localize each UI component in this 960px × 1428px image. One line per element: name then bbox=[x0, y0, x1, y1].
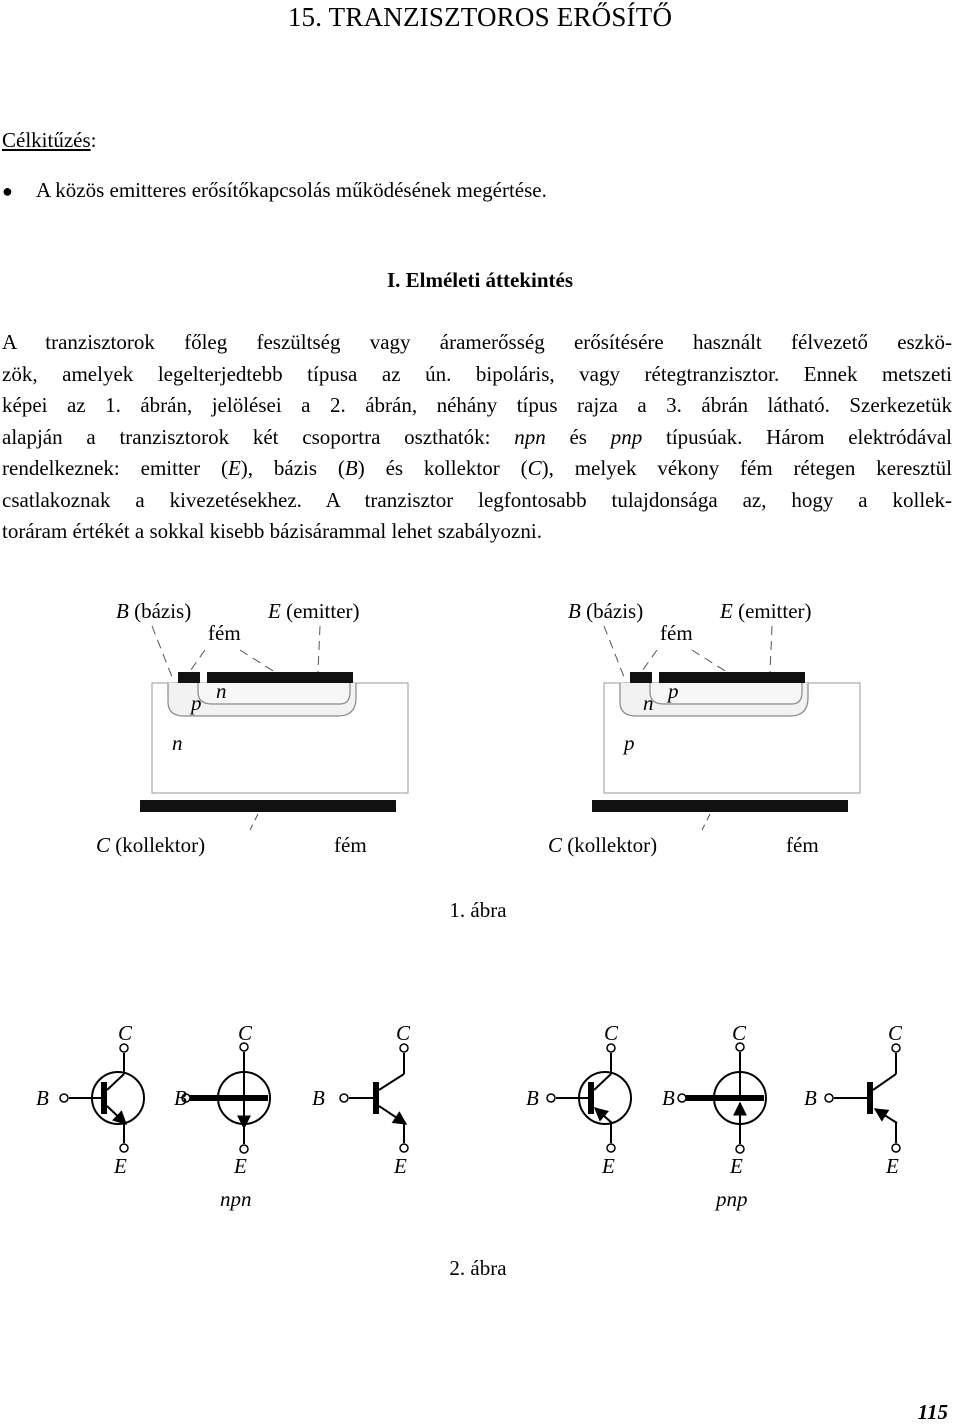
base-label: B (bázis) bbox=[568, 599, 644, 623]
base-contact bbox=[178, 672, 200, 683]
emitter-label: E (emitter) bbox=[720, 599, 812, 623]
base-terminal-label: B bbox=[526, 1086, 539, 1110]
collector-terminal-label: C bbox=[888, 1021, 903, 1045]
collector-terminal-label: C bbox=[732, 1021, 747, 1045]
text-fragment: ), bázis ( bbox=[240, 456, 345, 480]
paragraph-line bbox=[2, 422, 952, 454]
text-fragment: és bbox=[545, 424, 611, 449]
text-fragment: típusúak. Három elektródával bbox=[642, 424, 953, 449]
npn-term: npn bbox=[514, 424, 546, 449]
region-label: p bbox=[191, 691, 202, 715]
pnp-symbol-bare bbox=[804, 1021, 903, 1178]
region-label: n bbox=[216, 679, 227, 703]
paragraph-line: A tranzisztorok főleg feszültség vagy áramerősség erősítésére használt félvezető eszkö- bbox=[2, 330, 952, 354]
collector-label: C (kollektor) bbox=[96, 833, 206, 857]
metal-label: fém bbox=[786, 833, 819, 857]
emitter-label: E (emitter) bbox=[268, 599, 360, 623]
paragraph-line: képei az 1. ábrán, jelölései a 2. ábrán, néhány típus rajza a 3. ábrán látható. Szerkezetük bbox=[2, 393, 952, 417]
goal-list-item bbox=[2, 178, 547, 203]
figure2-caption: 2. ábra bbox=[449, 1256, 507, 1280]
pnp-term: pnp bbox=[610, 424, 643, 449]
figure1-pnp-cross-section bbox=[452, 590, 932, 870]
region-label: p bbox=[668, 679, 679, 703]
paragraph-line: toráram értékét a sokkal kisebb bázisárammal lehet szabályozni. bbox=[2, 519, 542, 543]
npn-symbol-vertical bbox=[174, 1021, 270, 1178]
collector-terminal-label: C bbox=[604, 1021, 619, 1045]
intro-paragraph bbox=[2, 327, 952, 548]
emitter-terminal-label: E bbox=[114, 1154, 127, 1178]
npn-symbol-circle bbox=[36, 1021, 144, 1178]
text-fragment: ), melyek vékony fém rétegen keresztül bbox=[541, 456, 953, 480]
base-terminal-label: B bbox=[662, 1086, 675, 1110]
text-fragment: rendelkeznek: emitter ( bbox=[2, 456, 228, 480]
leader-lines bbox=[702, 814, 710, 830]
collector-terminal-label: C bbox=[118, 1021, 133, 1045]
paragraph-line bbox=[2, 453, 952, 485]
pnp-symbol-vertical bbox=[662, 1021, 766, 1178]
base-symbol: B bbox=[344, 456, 358, 480]
emitter-terminal-label: E bbox=[234, 1154, 247, 1178]
goal-colon: : bbox=[90, 128, 97, 152]
collector-contact bbox=[140, 800, 396, 812]
npn-symbol-bare bbox=[312, 1021, 411, 1178]
collector-contact bbox=[592, 800, 848, 812]
base-terminal-label: B bbox=[174, 1086, 187, 1110]
base-terminal-label: B bbox=[312, 1086, 325, 1110]
figure1-npn-cross-section bbox=[0, 590, 480, 870]
goal-bullet-text: A közös emitteres erősítőkapcsolás működésének megértése. bbox=[36, 178, 547, 202]
collector-label: C (kollektor) bbox=[548, 833, 658, 857]
metal-label: fém bbox=[660, 621, 693, 645]
base-terminal-label: B bbox=[36, 1086, 49, 1110]
emitter-terminal-label: E bbox=[730, 1154, 743, 1178]
text-fragment: alapján a tranzisztorok két csoportra oszthatók: bbox=[2, 424, 515, 449]
base-terminal-label: B bbox=[804, 1086, 817, 1110]
emitter-terminal-label: E bbox=[886, 1154, 899, 1178]
region-label: n bbox=[172, 731, 183, 755]
collector-symbol: C bbox=[527, 456, 542, 480]
npn-group-label: npn bbox=[220, 1187, 252, 1211]
paragraph-line: csatlakoznak a kivezetésekhez. A tranzisztor legfontosabb tulajdonsága az, hogy a kollek- bbox=[2, 487, 952, 512]
page-number: 115 bbox=[917, 1400, 948, 1424]
text-fragment: ) és kollektor ( bbox=[357, 456, 528, 480]
bullet-icon: ● bbox=[2, 181, 13, 201]
section-heading: I. Elméleti áttekintés bbox=[386, 268, 574, 292]
paragraph-line: zök, amelyek legelterjedtebb típusa az ún. bipoláris, vagy rétegtranzisztor. Ennek metszeti bbox=[2, 361, 952, 386]
collector-terminal-label: C bbox=[396, 1021, 411, 1045]
emitter-contact bbox=[207, 672, 353, 683]
emitter-terminal-label: E bbox=[394, 1154, 407, 1178]
figure1-caption: 1. ábra bbox=[449, 898, 507, 922]
goal-label: Célkitűzés bbox=[2, 128, 91, 152]
base-contact bbox=[630, 672, 652, 683]
metal-label: fém bbox=[208, 621, 241, 645]
emitter-contact bbox=[659, 672, 805, 683]
page-title: 15. TRANZISZTOROS ERŐSÍTŐ bbox=[287, 2, 673, 32]
emitter-terminal-label: E bbox=[602, 1154, 615, 1178]
emitter-symbol: E bbox=[227, 456, 241, 480]
figure2-symbols bbox=[0, 1010, 960, 1220]
pnp-symbol-circle bbox=[526, 1021, 631, 1178]
region-label: n bbox=[643, 691, 654, 715]
collector-terminal-label: C bbox=[238, 1021, 253, 1045]
leader-lines bbox=[250, 814, 258, 830]
metal-label: fém bbox=[334, 833, 367, 857]
base-label: B (bázis) bbox=[116, 599, 192, 623]
pnp-group-label: pnp bbox=[716, 1187, 748, 1211]
goal-heading bbox=[2, 128, 97, 153]
region-label: p bbox=[624, 731, 635, 755]
